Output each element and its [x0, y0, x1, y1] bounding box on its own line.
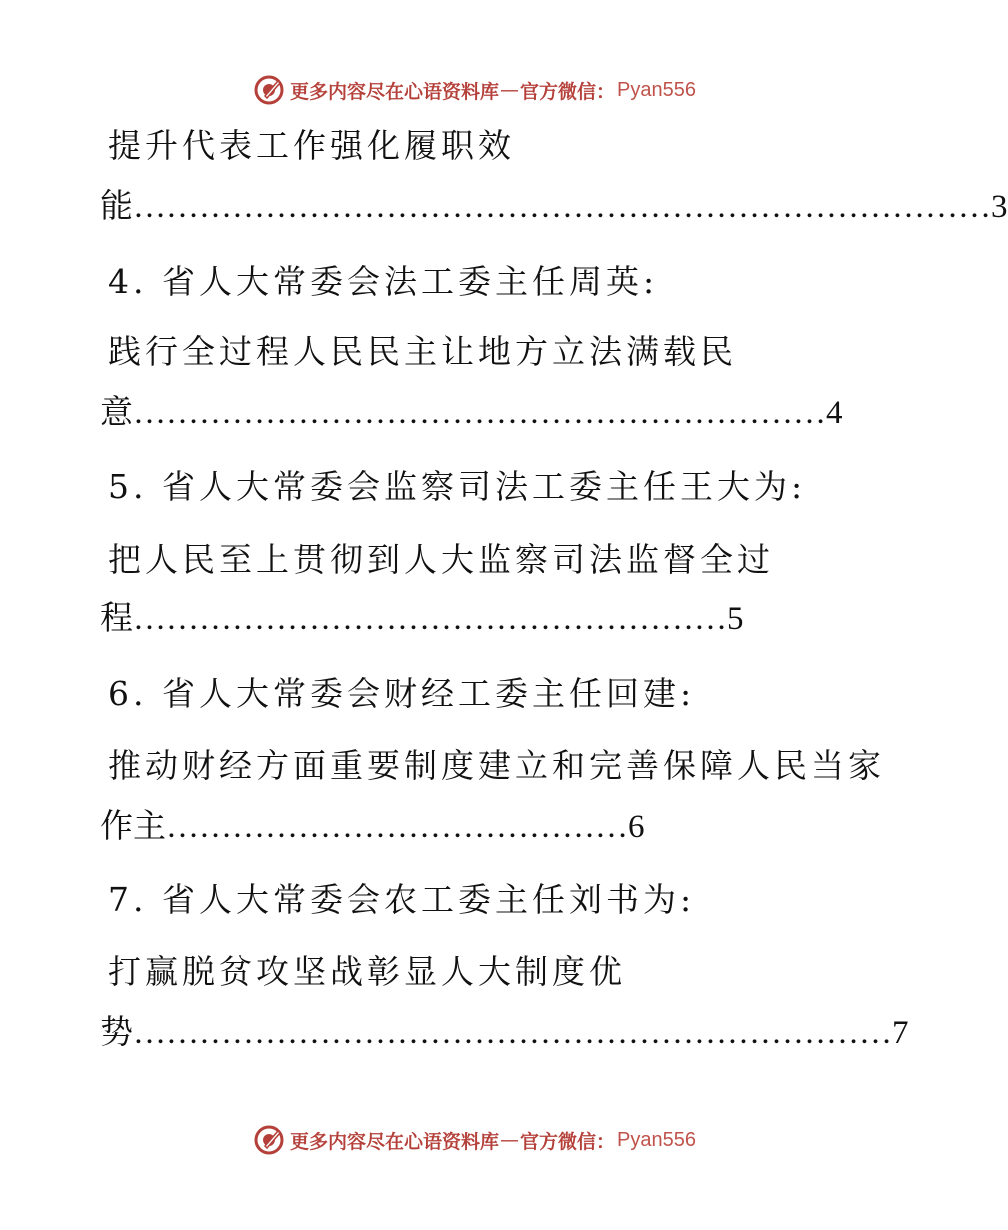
- toc-entry-tail-row[interactable]: [100, 184, 1008, 229]
- toc-entry-heading: 4. 省人大常委会法工委主任周英:: [108, 262, 659, 301]
- toc-entry-title: 推动财经方面重要制度建立和完善保障人民当家: [108, 746, 885, 785]
- toc-entry-tail: 势: [100, 1012, 133, 1051]
- toc-entry-tail: 意: [100, 392, 133, 431]
- watermark-text: 更多内容尽在心语资料库: [290, 80, 500, 103]
- pen-logo-icon: [254, 1125, 284, 1155]
- toc-leader-dots: ……………………………………………………………: [133, 1015, 892, 1051]
- toc-entry-tail-row[interactable]: [100, 1010, 909, 1055]
- toc-entry-title: 践行全过程人民民主让地方立法满载民: [108, 332, 737, 371]
- toc-entry-heading: 5. 省人大常委会监察司法工委主任王大为:: [108, 467, 807, 506]
- watermark-label: 官方微信：: [520, 80, 616, 103]
- toc-entry-tail-row[interactable]: [100, 804, 645, 849]
- toc-entry-tail: 作主: [100, 806, 166, 845]
- toc-leader-dots: ……………………………………………………………………: [133, 189, 991, 225]
- toc-entry-title: 提升代表工作强化履职效: [108, 126, 515, 165]
- toc-entry-heading: 7. 省人大常委会农工委主任刘书为:: [108, 880, 696, 919]
- watermark-id: Pyan556: [617, 78, 696, 101]
- watermark-dash: —: [500, 79, 520, 101]
- toc-page-number: 5: [727, 601, 744, 637]
- toc-leader-dots: ………………………………………………………: [133, 395, 826, 431]
- toc-page-number: 7: [892, 1015, 909, 1051]
- pen-logo-icon: [254, 75, 284, 105]
- toc-entry-tail: 能: [100, 186, 133, 225]
- toc-page-number: 6: [628, 809, 645, 845]
- toc-entry-heading: 6. 省人大常委会财经工委主任回建:: [108, 674, 696, 713]
- watermark-header: [0, 70, 950, 110]
- toc-page-number: 3: [991, 189, 1008, 225]
- watermark-dash: —: [500, 1129, 520, 1151]
- toc-entry-tail-row[interactable]: [100, 390, 843, 435]
- watermark-footer: [0, 1120, 950, 1160]
- watermark-id: Pyan556: [617, 1128, 696, 1151]
- toc-leader-dots: ………………………………………………: [133, 601, 727, 637]
- toc-leader-dots: ……………………………………: [166, 809, 628, 845]
- toc-entry-title: 打赢脱贫攻坚战彰显人大制度优: [108, 952, 626, 991]
- toc-entry-title: 把人民至上贯彻到人大监察司法监督全过: [108, 540, 774, 579]
- toc-entry-tail-row[interactable]: [100, 596, 744, 641]
- toc-entry-tail: 程: [100, 598, 133, 637]
- watermark-label: 官方微信：: [520, 1130, 616, 1153]
- watermark-text: 更多内容尽在心语资料库: [290, 1130, 500, 1153]
- toc-page-number: 4: [826, 395, 843, 431]
